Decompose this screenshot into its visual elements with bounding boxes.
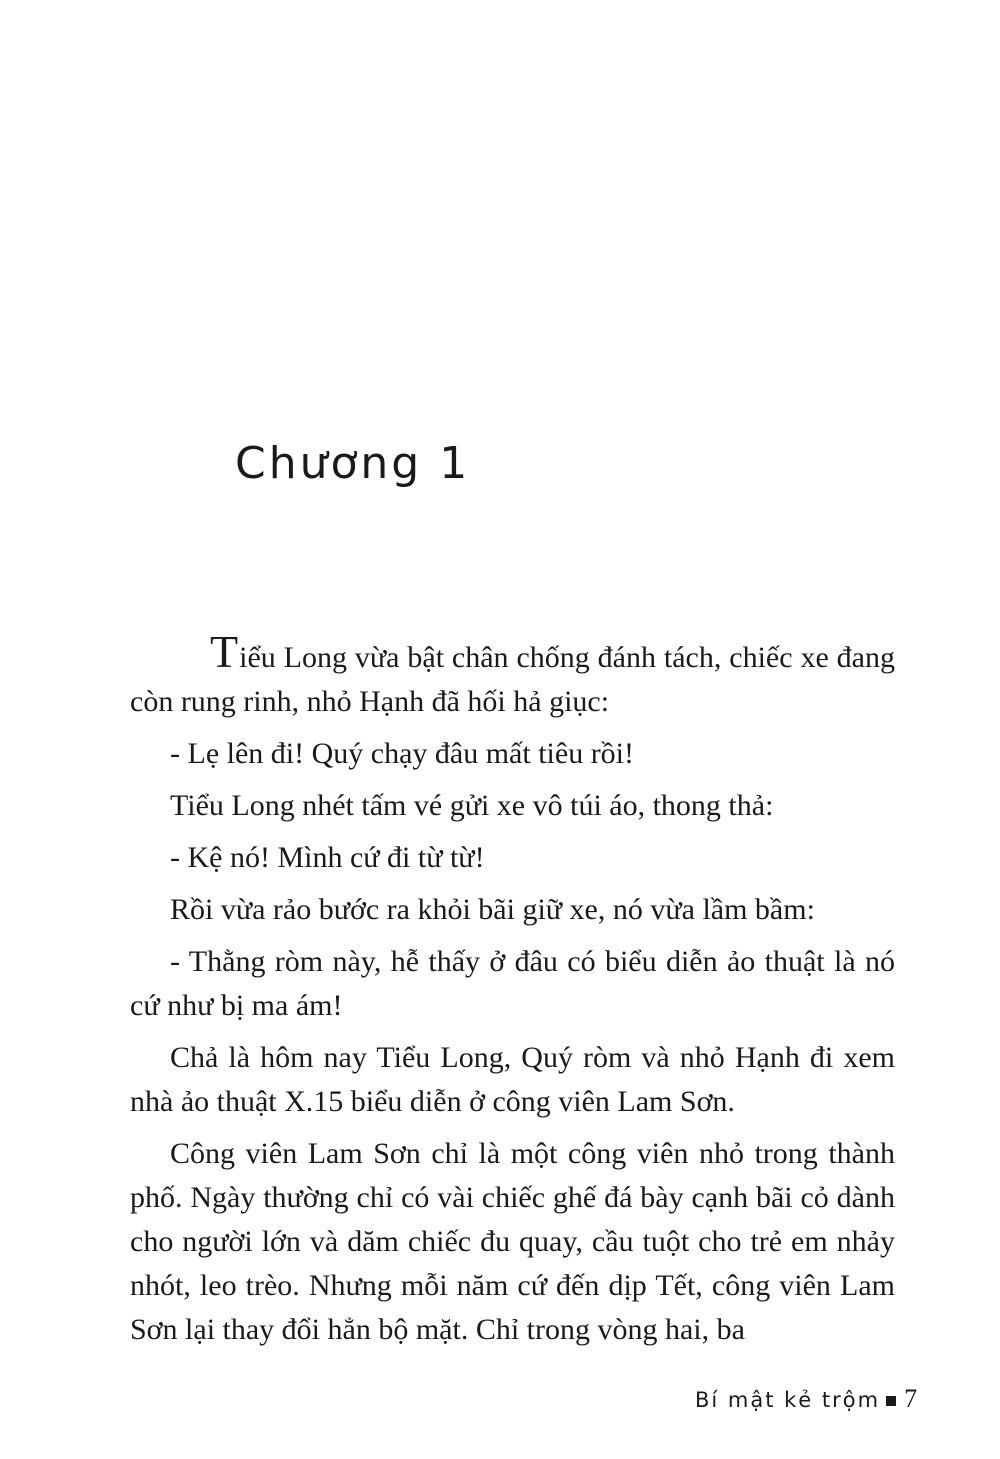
paragraph-4: - Kệ nó! Mình cứ đi từ từ! (170, 841, 485, 874)
paragraph-2: - Lẹ lên đi! Quý chạy đâu mất tiêu rồi! (170, 737, 635, 770)
page-footer (695, 1384, 918, 1414)
paragraph-1 (130, 626, 895, 724)
paragraph-5: Rồi vừa rảo bước ra khỏi bãi giữ xe, nó vừa lầm bầm: (170, 893, 815, 926)
chapter-body (130, 626, 895, 1360)
bullet-square-icon (886, 1396, 896, 1406)
paragraph-6: - Thằng ròm này, hễ thấy ở đâu có biểu diễn ảo thuật là nó cứ như bị ma ám! (130, 945, 895, 1022)
footer-book-title: Bí mật kẻ trộm (695, 1388, 881, 1412)
paragraph-3: Tiểu Long nhét tấm vé gửi xe vô túi áo, thong thả: (170, 789, 774, 822)
paragraph-1-text: iểu Long vừa bật chân chống đánh tách, chiếc xe đang còn rung rinh, nhỏ Hạnh đã hối hả giục: (130, 641, 895, 718)
chapter-heading: Chương 1 (235, 438, 471, 489)
paragraph-8: Công viên Lam Sơn chỉ là một công viên nhỏ trong thành phố. Ngày thường chỉ có vài chiếc ghế đá bày cạnh bãi cỏ dành cho người lớn và dăm chiếc đu quay, cầu tuột cho trẻ em nhảy nhót, leo trèo. Nhưng mỗi năm cứ đến dịp Tết, công viên Lam Sơn lại thay đổi hẳn bộ mặt. Chỉ trong vòng hai, ba (130, 1137, 895, 1346)
page-number: 7 (904, 1384, 918, 1413)
drop-cap-initial: T (210, 626, 239, 677)
paragraph-7: Chả là hôm nay Tiểu Long, Quý ròm và nhỏ Hạnh đi xem nhà ảo thuật X.15 biểu diễn ở công viên Lam Sơn. (130, 1041, 895, 1118)
